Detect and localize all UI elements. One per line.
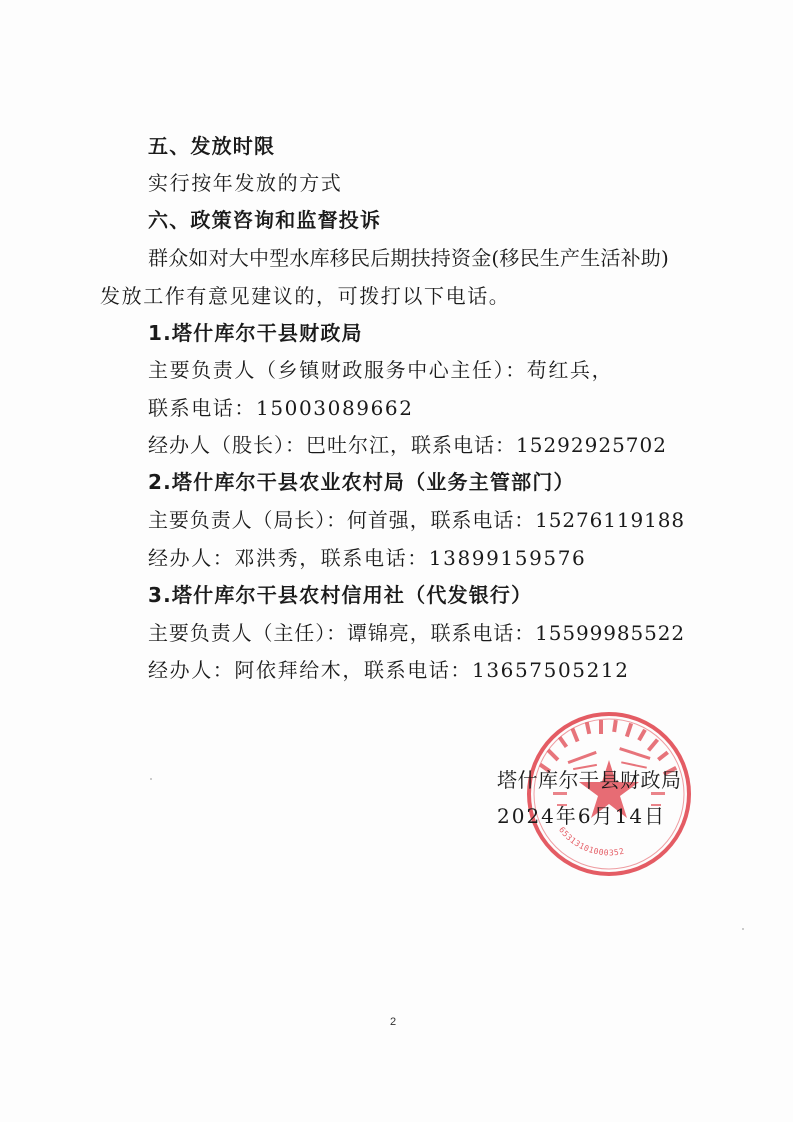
contact-1-line-2: 联系电话：15003089662 xyxy=(148,396,414,420)
svg-text:65313101000352 xyxy=(557,825,625,857)
contact-1-line-1: 主要负责人（乡镇财政服务中心主任）：苟红兵， xyxy=(148,358,614,382)
contact-2-line-1: 主要负责人（局长）：何首强，联系电话：15276119188 xyxy=(148,508,685,532)
contact-3-line-2: 经办人：阿依拜给木，联系电话：13657505212 xyxy=(148,658,630,682)
page-number: 2 xyxy=(390,1016,397,1028)
section-6-intro-line-2: 发放工作有意见建议的，可拨打以下电话。 xyxy=(100,284,511,308)
contact-3-org: 3.塔什库尔干县农村信用社（代发银行） xyxy=(148,583,533,607)
contact-1-line-3: 经办人（股长）：巴吐尔江，联系电话：15292925702 xyxy=(148,433,667,457)
contact-1-org: 1.塔什库尔干县财政局 xyxy=(148,321,363,345)
section-6-heading: 六、政策咨询和监督投诉 xyxy=(148,208,382,232)
contact-3-line-1: 主要负责人（主任）：谭锦亮，联系电话：15599985522 xyxy=(148,621,685,645)
signature-organization: 塔什库尔干县财政局 xyxy=(497,768,682,792)
section-5-body: 实行按年发放的方式 xyxy=(148,171,343,195)
signature-date: 2024年6月14日 xyxy=(497,804,667,828)
scan-speck xyxy=(150,778,152,780)
section-6-intro-line-1: 群众如对大中型水库移民后期扶持资金(移民生产生活补助) xyxy=(148,246,670,270)
section-5-heading: 五、发放时限 xyxy=(148,134,276,158)
official-seal-stamp xyxy=(523,708,695,880)
contact-2-org: 2.塔什库尔干县农业农村局（业务主管部门） xyxy=(148,470,575,494)
contact-2-line-2: 经办人：邓洪秀，联系电话：13899159576 xyxy=(148,546,587,570)
seal-number: 65313101000352 xyxy=(557,825,626,858)
scan-speck xyxy=(742,928,744,930)
